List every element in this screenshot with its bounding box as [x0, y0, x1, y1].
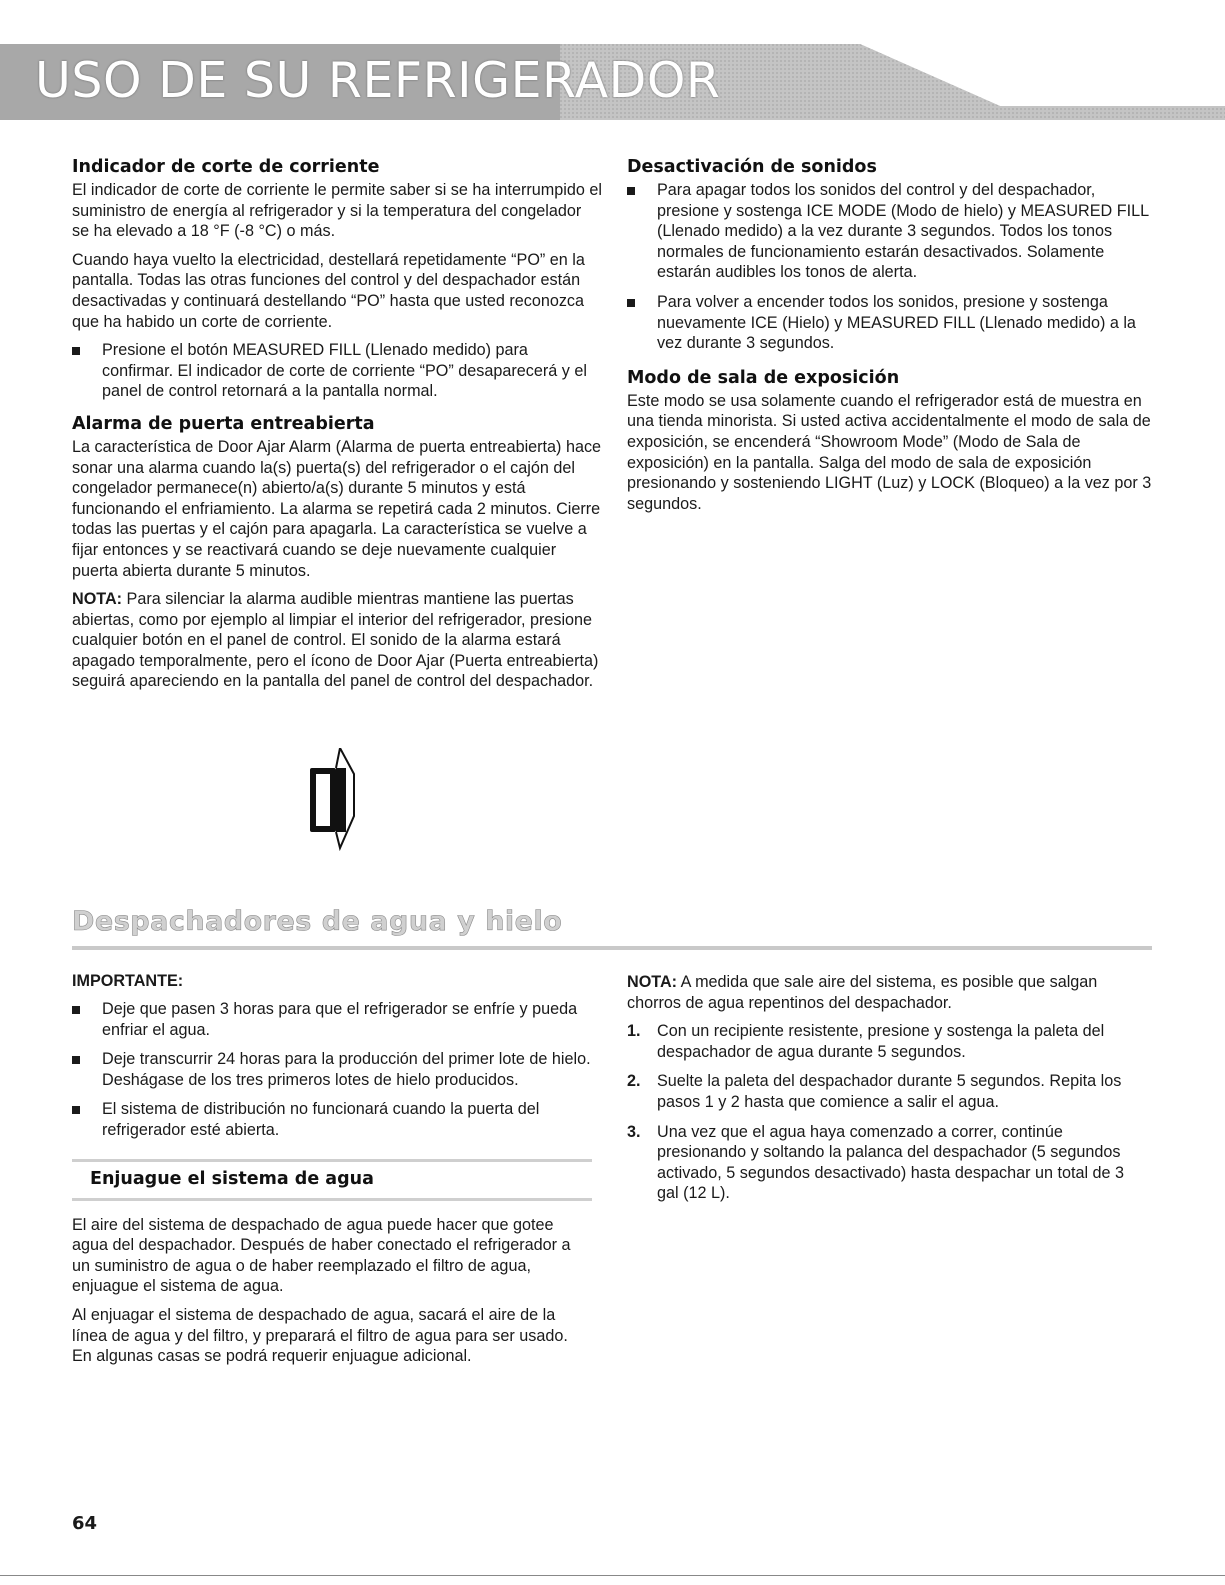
list-item-text: Para apagar todos los sonidos del control y del despachador, presione y sostenga ICE MODE (Modo de hielo) y MEASURED FILL (Llenado medido) a la vez durante 3 segundos. Todos los tonos normales de funcionamiento estarán desactivados. Solamente estarán audibles los tonos de alerta.: [657, 181, 1149, 282]
left-column: [72, 157, 602, 700]
flush-heading: Enjuague el sistema de agua: [90, 1168, 374, 1189]
list-item: [72, 1049, 592, 1090]
step-text: Con un recipiente resistente, presione y sostenga la paleta del despachador de agua durante 5 segundos.: [657, 1022, 1105, 1061]
dispensers-section: [72, 906, 1152, 1366]
section-banner: [0, 44, 1225, 120]
step-number: 3.: [627, 1122, 641, 1141]
door-alarm-note: [72, 589, 602, 692]
power-indicator-list: [72, 340, 602, 402]
power-indicator-paragraph-2: Cuando haya vuelto la electricidad, destellará repetidamente “PO” en la pantalla. Todas las otras funciones del control y del despachador están desactivadas y continuará destellando “PO” hasta que usted reconozca que ha habido un corte de corriente.: [72, 250, 585, 331]
flush-paragraph-2: Al enjuagar el sistema de despachado de agua, sacará el aire de la línea de agua y del filtro, y preparará el filtro de agua para ser usado. En algunas casas se podrá requerir enjuague adicional.: [72, 1305, 568, 1366]
bullet-square-icon: [72, 1006, 80, 1014]
page-number: 64: [72, 1513, 98, 1534]
step-text: Una vez que el agua haya comenzado a correr, continúe presionando y soltando la palanca del despachador (5 segundos activado, 5 segundos desactivado) hasta despachar un total de 3 gal (12 L).: [657, 1122, 1125, 1203]
flush-heading-box: [72, 1159, 592, 1201]
right-column: [627, 157, 1152, 522]
step-number: 1.: [627, 1022, 641, 1041]
bullet-square-icon: [72, 1056, 80, 1064]
list-item: [627, 180, 1152, 283]
list-item-text: El sistema de distribución no funcionará cuando la puerta del refrigerador esté abierta.: [102, 1100, 540, 1139]
door-ajar-icon: [308, 748, 360, 861]
list-item: [627, 1122, 1147, 1204]
list-item: [627, 292, 1152, 354]
list-item-text: Deje transcurrir 24 horas para la producción del primer lote de hielo. Deshágase de los tres primeros lotes de hielo producidos.: [102, 1050, 591, 1089]
sounds-heading: Desactivación de sonidos: [627, 157, 877, 177]
bullet-square-icon: [627, 187, 635, 195]
section-title: Despachadores de agua y hielo: [72, 906, 563, 937]
step-text: Suelte la paleta del despachador durante 5 segundos. Repita los pasos 1 y 2 hasta que comience a salir el agua.: [657, 1072, 1122, 1111]
dispensers-right-column: [627, 972, 1147, 1213]
list-item: [72, 340, 602, 402]
note-label: NOTA:: [627, 973, 678, 991]
list-item-text: Presione el botón MEASURED FILL (Llenado medido) para confirmar. El indicador de corte de corriente “PO” desaparecerá y el panel de control retornará a la pantalla normal.: [102, 341, 587, 401]
bullet-square-icon: [627, 299, 635, 307]
list-item: [72, 999, 592, 1040]
showroom-heading: Modo de sala de exposición: [627, 367, 900, 388]
important-label: IMPORTANTE:: [72, 972, 184, 990]
dispensers-left-column: [72, 972, 592, 1375]
section-divider: [72, 946, 1152, 950]
bottom-divider: [0, 1575, 1225, 1576]
door-alarm-heading: Alarma de puerta entreabierta: [72, 413, 375, 434]
flush-paragraph-1: El aire del sistema de despachado de agua puede hacer que gotee agua del despachador. Después de haber conectado el refrigerador a un suministro de agua o de haber reemplazado el filtro de agua, enjuague el sistema de agua.: [72, 1215, 571, 1296]
important-list: [72, 999, 592, 1141]
sounds-list: [627, 180, 1152, 354]
page-title: USO DE SU REFRIGERADOR: [35, 52, 721, 109]
list-item: [627, 1021, 1147, 1062]
power-indicator-paragraph-1: El indicador de corte de corriente le permite saber si se ha interrumpido el suministro de energía al refrigerador y si la temperatura del congelador se ha elevado a 18 °F (-8 °C) o más.: [72, 181, 602, 241]
door-alarm-paragraph: La característica de Door Ajar Alarm (Alarma de puerta entreabierta) hace sonar una alarma cuando la(s) puerta(s) del refrigerador o el cajón del congelador permanece(n) abierto/a(s) durante 5 minutos y está funcionando el enfriamiento. La alarma se repetirá cada 2 minutos. Cierre todas las puertas y el cajón para apagarla. La característica se vuelve a fijar entonces y se reactivará cuando se deje nuevamente cualquier puerta abierta durante 5 minutos.: [72, 437, 602, 580]
flush-steps-list: [627, 1021, 1147, 1204]
bullet-square-icon: [72, 347, 80, 355]
dispensers-note: [627, 972, 1147, 1013]
showroom-paragraph: Este modo se usa solamente cuando el refrigerador está de muestra en una tienda minorista. Si usted activa accidentalmente el modo de sala de exposición, se encenderá “Showroom Mode” (Modo de Sala de exposición) en la pantalla. Salga del modo de sala de exposición presionando y sosteniendo LIGHT (Luz) y LOCK (Bloqueo) a la vez por 3 segundos.: [627, 391, 1152, 513]
list-item-text: Deje que pasen 3 horas para que el refrigerador se enfríe y pueda enfriar el agua.: [102, 1000, 578, 1039]
list-item: [72, 1099, 592, 1140]
list-item-text: Para volver a encender todos los sonidos, presione y sostenga nuevamente ICE (Hielo) y MEASURED FILL (Llenado medido) a la vez durante 3 segundos.: [657, 292, 1136, 353]
step-number: 2.: [627, 1072, 641, 1091]
note-text: A medida que sale aire del sistema, es posible que salgan chorros de agua repentinos del despachador.: [627, 973, 1098, 1012]
note-text: Para silenciar la alarma audible mientras mantiene las puertas abiertas, como por ejemplo al limpiar el interior del refrigerador, presione cualquier botón en el panel de control. El sonido de la alarma estará apagado temporalmente, pero el ícono de Door Ajar (Puerta entreabierta) seguirá apareciendo en la pantalla del panel de control del despachador.: [72, 590, 599, 691]
list-item: [627, 1071, 1147, 1112]
note-label: NOTA:: [72, 590, 123, 609]
bullet-square-icon: [72, 1106, 80, 1114]
power-indicator-heading: Indicador de corte de corriente: [72, 157, 380, 177]
